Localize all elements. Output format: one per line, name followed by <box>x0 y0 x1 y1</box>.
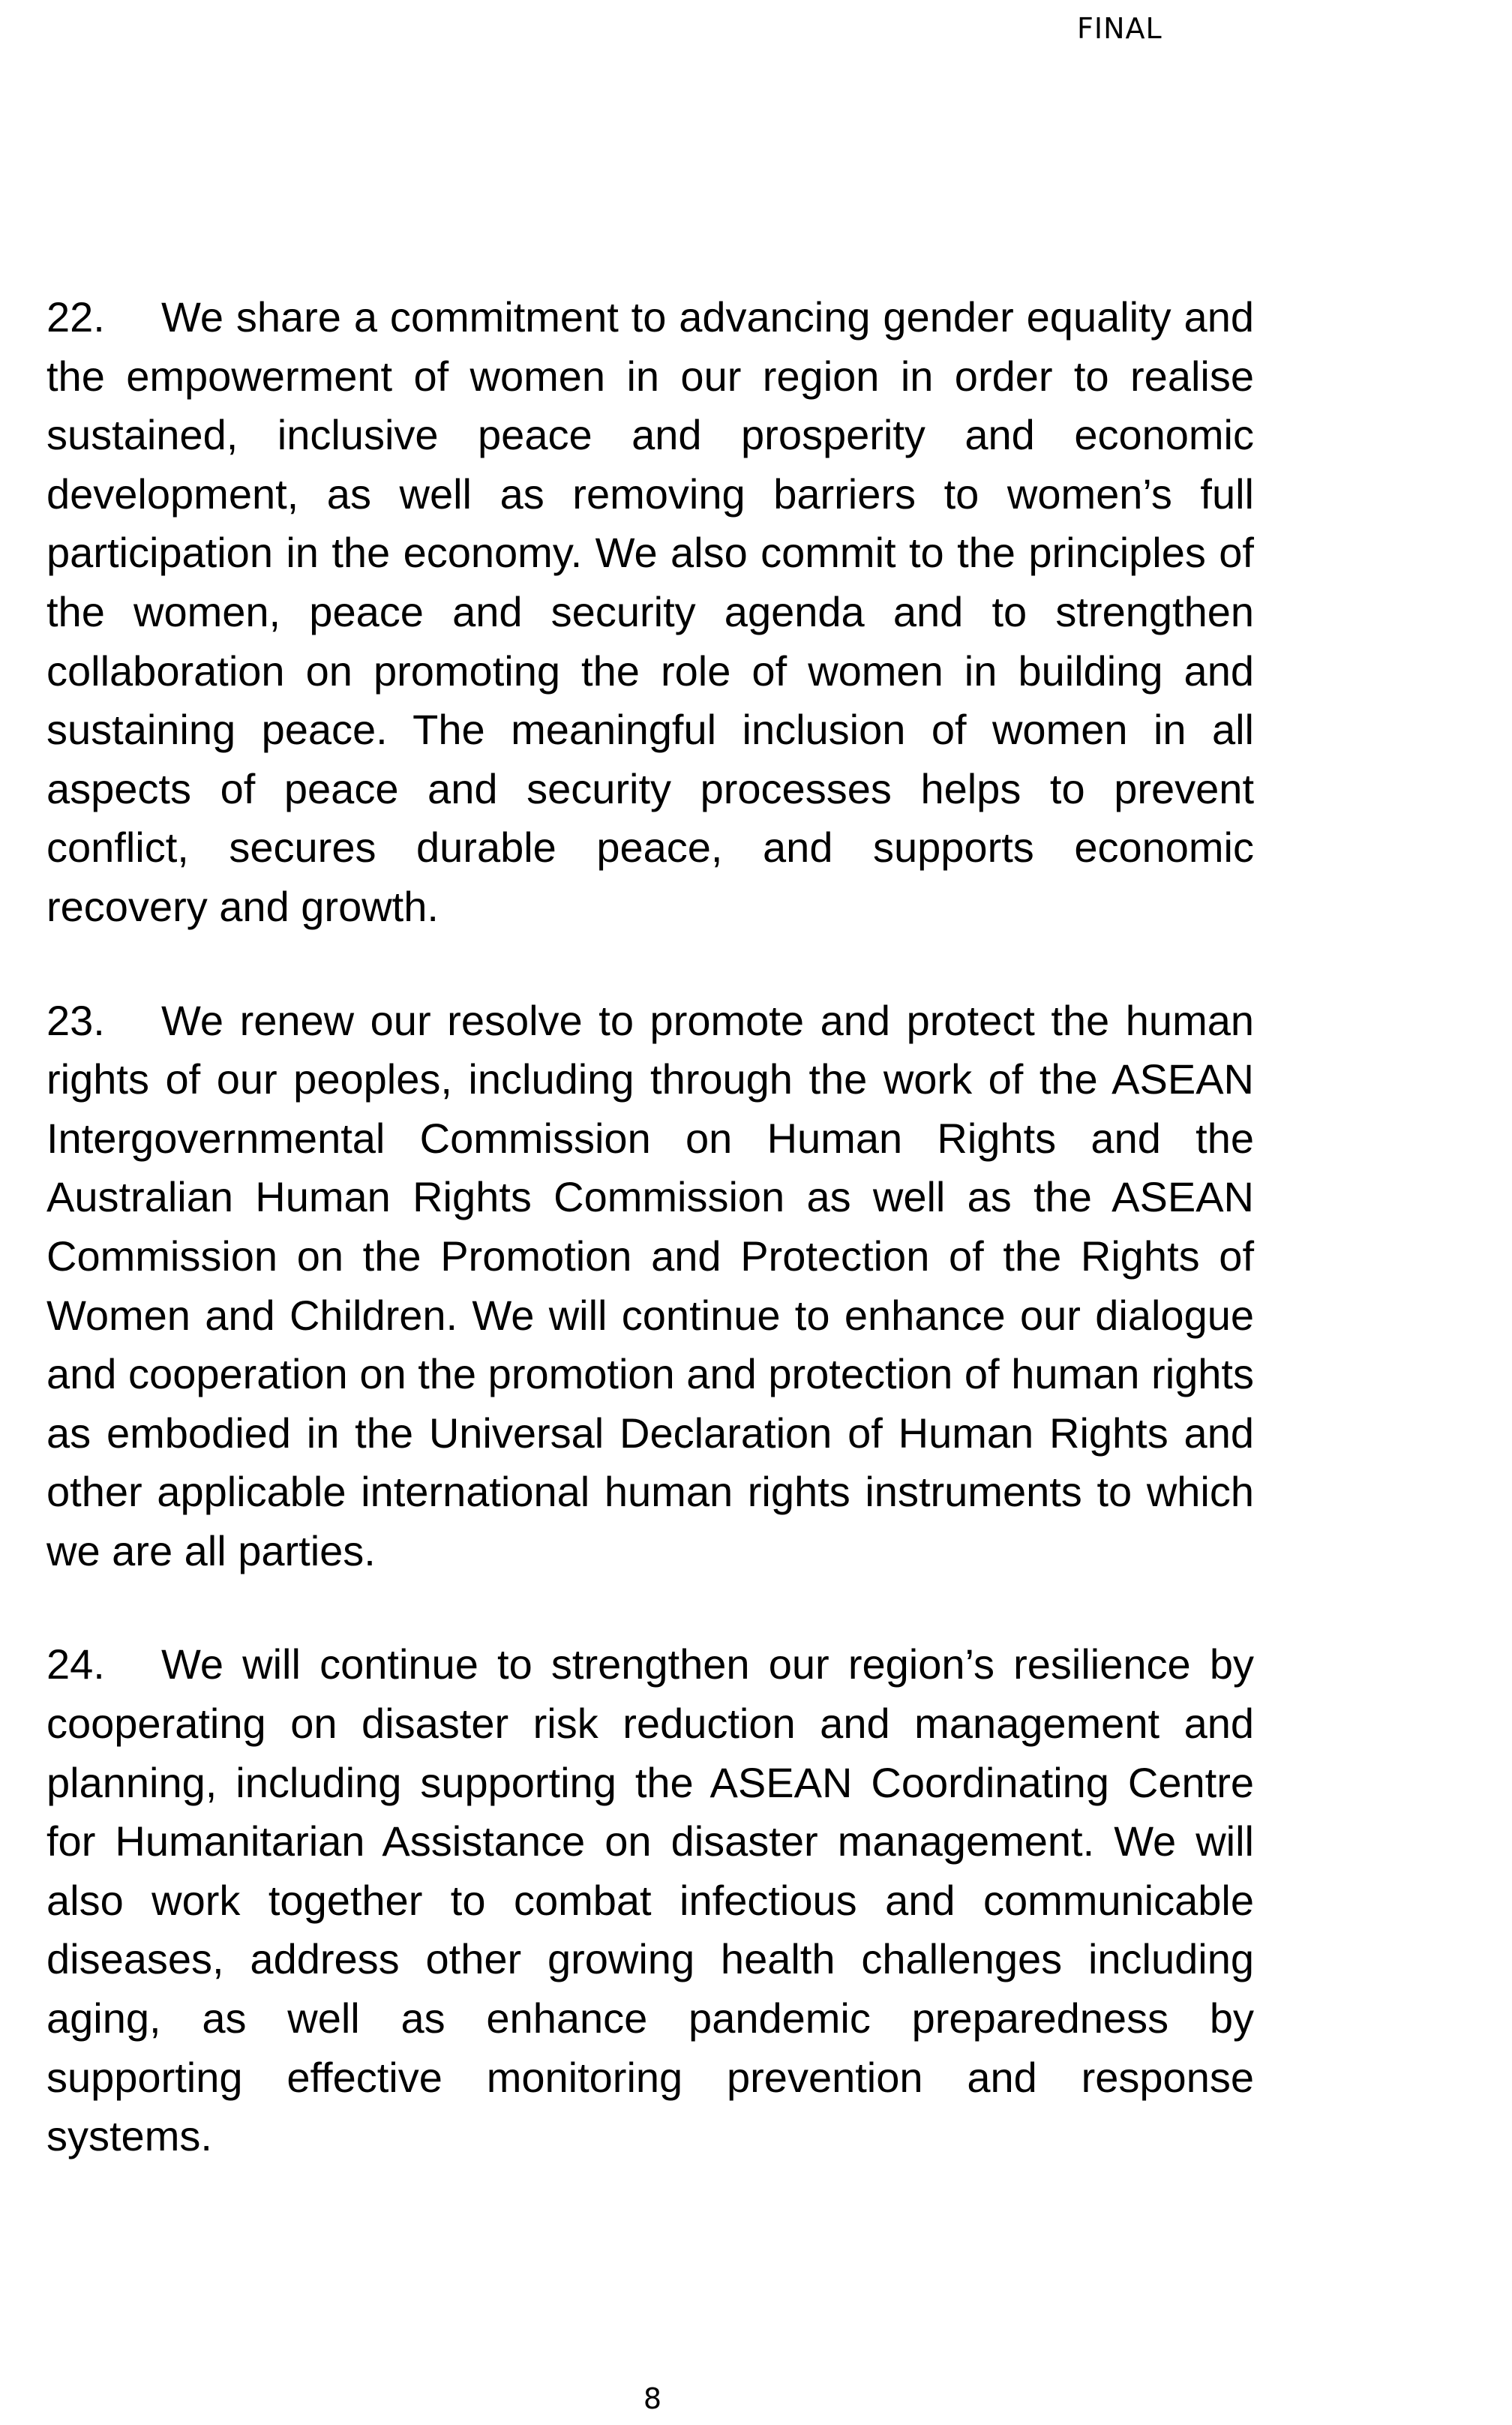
document-status-label: FINAL <box>1077 12 1162 45</box>
paragraph-text: We share a commitment to advancing gender equality and the empowerment of women in our region in order to realise sustained, inclusive peace and prosperity and economic development, as well as removing barriers to women’s full participation in the economy. We also commit to the principles of the women, peace and security agenda and to strengthen collaboration on promoting the role of women in building and sustaining peace. The meaningful inclusion of women in all aspects of peace and security processes helps to prevent conflict, secures durable peace, and supports economic recovery and growth. <box>46 293 1254 930</box>
paragraph-24 <box>46 1635 1254 2165</box>
paragraph-22 <box>46 288 1254 937</box>
paragraph-number: 23. <box>46 996 105 1044</box>
paragraph-number: 22. <box>46 293 105 341</box>
paragraph-text: We renew our resolve to promote and protect the human rights of our peoples, including through the work of the ASEAN Intergovernmental Commission on Human Rights and the Australian Human Rights Commission as well as the ASEAN Commission on the Promotion and Protection of the Rights of Women and Children. We will continue to enhance our dialogue and cooperation on the promotion and protection of human rights as embodied in the Universal Declaration of Human Rights and other applicable international human rights instruments to which we are all parties. <box>46 996 1254 1574</box>
paragraph-text: We will continue to strengthen our region’s resilience by cooperating on disaster risk reduction and management and planning, including supporting the ASEAN Coordinating Centre for Humanitarian Assistance on disaster management. We will also work together to combat infectious and communicable diseases, address other growing health challenges including aging, as well as enhance pandemic preparedness by supporting effective monitoring prevention and response systems. <box>46 1640 1254 2160</box>
document-body <box>46 288 1254 2221</box>
paragraph-23 <box>46 992 1254 1581</box>
paragraph-number: 24. <box>46 1640 105 1688</box>
page-number: 8 <box>643 2382 662 2415</box>
